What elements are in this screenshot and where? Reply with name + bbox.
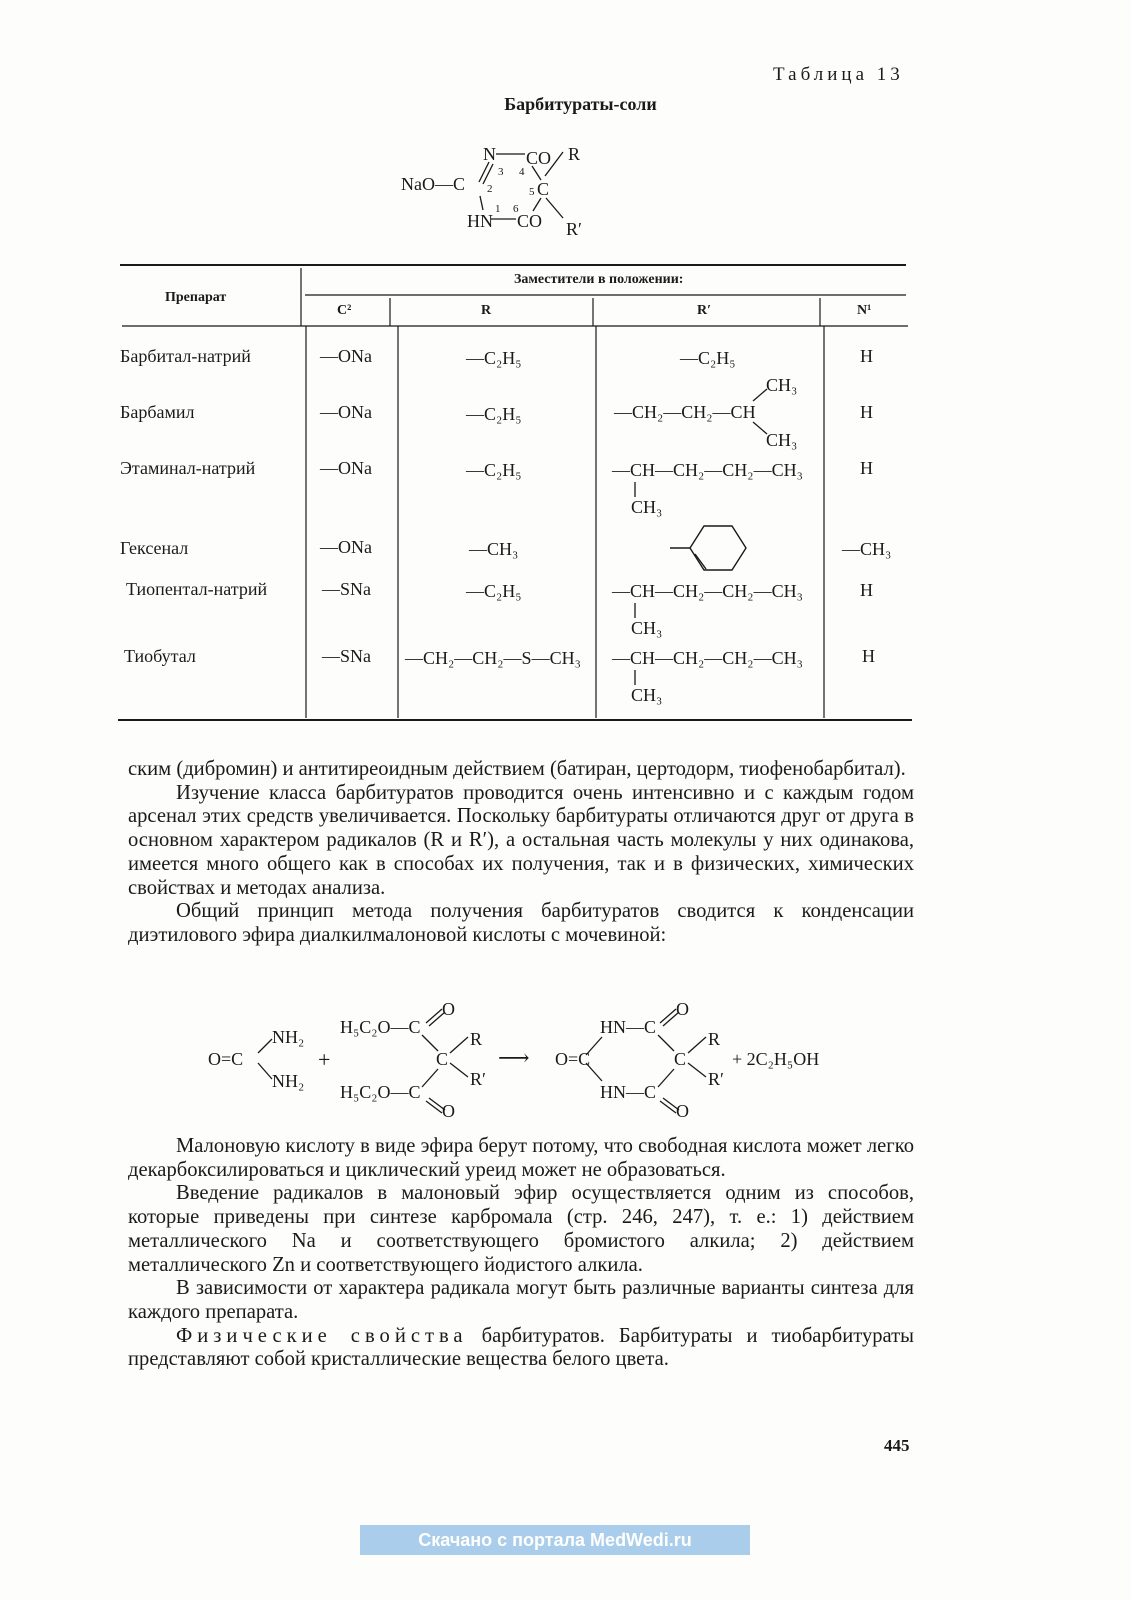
col-header-c2: C² bbox=[337, 303, 352, 318]
paragraph-5: Введение радикалов в малоновый эфир осуществляется одним из способов, которые приведены при синтезе карбромала (стр. 246, 247), т. е.: 1) действием металлического Na и соответствующего бромистого алкила; 2) действием металлического Zn и соответствующего йодистого алкила. bbox=[128, 1182, 914, 1276]
reaction-ethanol: + 2C₂H₅OH bbox=[732, 1049, 820, 1069]
formula-num-5: 5 bbox=[529, 186, 535, 198]
row-2-r: —C₂H₅ bbox=[466, 404, 522, 424]
paragraph-7 bbox=[128, 1325, 914, 1372]
row-1-r: —C₂H₅ bbox=[466, 348, 522, 368]
paragraph-7-spaced-heading: Физические свойства bbox=[176, 1324, 468, 1347]
reaction-r: R bbox=[470, 1029, 483, 1049]
reaction-product-hn-top: HN—C bbox=[600, 1017, 657, 1037]
formula-r-prime: R′ bbox=[566, 219, 582, 239]
reaction-ester-bottom: H₅C₂O—C bbox=[340, 1082, 421, 1102]
row-1-rp: —C₂H₅ bbox=[680, 348, 736, 368]
formula-num-2: 2 bbox=[487, 183, 493, 195]
reaction-ester-top: H₅C₂O—C bbox=[340, 1017, 421, 1037]
reaction-product-oc: O=C bbox=[555, 1049, 591, 1069]
row-3-n1: H bbox=[860, 458, 873, 478]
row-5-drug: Тиопентал-натрий bbox=[126, 579, 268, 599]
paragraph-4: Малоновую кислоту в виде эфира берут потому, что свободная кислота может легко декарбоксилироваться и циклический уреид может не образоваться. bbox=[128, 1135, 914, 1181]
formula-n3: N bbox=[483, 144, 496, 164]
col-header-rp: R′ bbox=[697, 303, 712, 318]
formula-num-6: 6 bbox=[513, 203, 519, 215]
reaction-o-bottom: O bbox=[442, 1101, 455, 1121]
row-6-branch-bond bbox=[630, 670, 640, 686]
row-5-r: —C₂H₅ bbox=[466, 581, 522, 601]
synthesis-reaction-diagram bbox=[200, 995, 880, 1125]
paragraph-7-text: барбитуратов. Барбитураты и тиобарбитураты представляют собой кристаллические вещества белого цвета. bbox=[128, 1324, 914, 1371]
row-3-drug: Этаминал-натрий bbox=[120, 458, 256, 478]
formula-r: R bbox=[568, 144, 581, 164]
reaction-product-hn-bottom: HN—C bbox=[600, 1082, 657, 1102]
reaction-nh2-top: NH₂ bbox=[272, 1027, 305, 1047]
formula-num-3: 3 bbox=[498, 166, 504, 178]
row-2-c2: —ONa bbox=[320, 402, 372, 422]
reaction-plus: + bbox=[318, 1047, 331, 1072]
paragraph-3: Общий принцип метода получения барбитуратов сводится к конденсации диэтилового эфира диалкилмалоновой кислоты с мочевиной: bbox=[128, 900, 914, 946]
row-5-branch-bond bbox=[630, 603, 640, 619]
row-4-c2: —ONa bbox=[320, 537, 372, 557]
row-1-n1: H bbox=[860, 346, 873, 366]
row-3-rp-sub: CH₃ bbox=[631, 497, 663, 517]
reaction-product-r: R bbox=[708, 1029, 721, 1049]
reaction-product-o-top: O bbox=[676, 999, 689, 1019]
formula-co-bottom: CO bbox=[517, 211, 543, 231]
row-2-drug: Барбамил bbox=[120, 402, 195, 422]
row-5-rp-sub: CH₃ bbox=[631, 618, 663, 638]
body-text-lower bbox=[128, 1135, 914, 1372]
col-header-n1: N¹ bbox=[857, 303, 872, 318]
reaction-urea-oc: O=C bbox=[208, 1049, 244, 1069]
formula-num-1: 1 bbox=[495, 203, 501, 215]
row-6-rp-main: —CH—CH₂—CH₂—CH₃ bbox=[612, 648, 803, 668]
reaction-r-prime: R′ bbox=[470, 1069, 486, 1089]
paragraph-2: Изучение класса барбитуратов проводится очень интенсивно и с каждым годом арсенал этих средств увеличивается. Поскольку барбитураты отличаются друг от друга в основном характером радикалов (R и R′), а остальная часть молекулы у них одинакова, имеется много общего как в способах их получения, так и в физических, химических свойствах и методах анализа. bbox=[128, 781, 914, 899]
row-3-rp-main: —CH—CH₂—CH₂—CH₃ bbox=[612, 460, 803, 480]
watermark-banner: Скачано с портала MedWedi.ru bbox=[360, 1525, 750, 1555]
formula-co-top: CO bbox=[526, 148, 552, 168]
row-6-n1: H bbox=[862, 646, 875, 666]
formula-num-4: 4 bbox=[519, 166, 525, 178]
row-5-rp-main: —CH—CH₂—CH₂—CH₃ bbox=[612, 581, 803, 601]
row-3-r: —C₂H₅ bbox=[466, 460, 522, 480]
row-4-drug: Гексенал bbox=[120, 538, 189, 558]
col-header-group: Заместители в положении: bbox=[514, 272, 684, 287]
row-5-c2: —SNa bbox=[322, 579, 371, 599]
row-4-n1: —CH₃ bbox=[842, 539, 892, 559]
reaction-c-central: C bbox=[436, 1049, 449, 1069]
reaction-product-r-prime: R′ bbox=[708, 1069, 724, 1089]
row-2-branch-bonds bbox=[740, 380, 770, 440]
row-4-cyclohexenyl-ring bbox=[666, 520, 762, 576]
reaction-o-top: O bbox=[442, 999, 455, 1019]
formula-nao: NaO—C bbox=[401, 174, 465, 194]
row-2-n1: H bbox=[860, 402, 873, 422]
row-2-rp-bottom: CH₃ bbox=[766, 430, 798, 450]
row-6-drug: Тиобутал bbox=[124, 646, 196, 666]
row-1-drug: Барбитал-натрий bbox=[120, 346, 251, 366]
row-1-c2: —ONa bbox=[320, 346, 372, 366]
row-5-n1: H bbox=[860, 580, 873, 600]
reaction-nh2-bottom: NH₂ bbox=[272, 1071, 305, 1091]
row-2-rp-main: —CH₂—CH₂—CH bbox=[614, 402, 756, 422]
row-3-c2: —ONa bbox=[320, 458, 372, 478]
formula-c5: C bbox=[537, 179, 550, 199]
paragraph-1: ским (дибромин) и антитиреоидным действием (батиран, цертодорм, тиофенобарбитал). bbox=[128, 758, 906, 780]
col-header-r: R bbox=[481, 303, 492, 318]
row-3-branch-bond bbox=[630, 482, 640, 498]
table-title: Барбитураты-соли bbox=[504, 94, 657, 114]
paragraph-6: В зависимости от характера радикала могут быть различные варианты синтеза для каждого препарата. bbox=[128, 1277, 914, 1323]
row-2-rp-top: CH₃ bbox=[766, 375, 798, 395]
page-number: 445 bbox=[884, 1436, 910, 1455]
reaction-arrow: ⟶ bbox=[498, 1045, 530, 1070]
row-6-rp-sub: CH₃ bbox=[631, 685, 663, 705]
formula-hn: HN bbox=[467, 211, 493, 231]
col-header-drug: Препарат bbox=[165, 290, 227, 305]
reaction-product-o-bottom: O bbox=[676, 1101, 689, 1121]
body-text-upper bbox=[128, 758, 914, 948]
table-label: Таблица 13 bbox=[773, 64, 904, 85]
reaction-product-c: C bbox=[674, 1049, 687, 1069]
row-4-r: —CH₃ bbox=[469, 539, 519, 559]
row-6-c2: —SNa bbox=[322, 646, 371, 666]
row-6-r: —CH₂—CH₂—S—CH₃ bbox=[405, 648, 581, 668]
